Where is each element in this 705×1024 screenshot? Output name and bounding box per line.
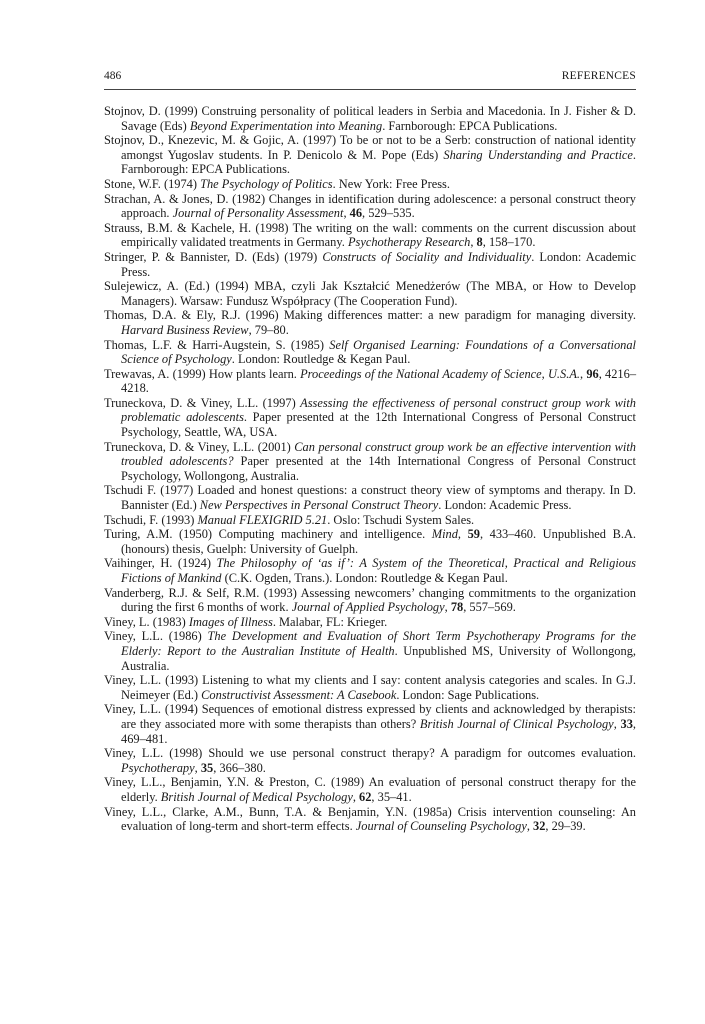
reference-volume: 8 — [476, 235, 483, 250]
reference-text: . Paper presented at the 12th International Congress of Personal Construct Psychology, Seattle, WA, USA. — [121, 410, 636, 440]
reference-volume: 33 — [620, 716, 633, 731]
reference-entry — [104, 338, 636, 367]
reference-entry — [104, 279, 636, 308]
reference-text: Strachan, A. & Jones, D. (1982) Changes in identification during adolescence: a personal construct theory approach. — [104, 191, 636, 221]
reference-text: . London: Academic Press. — [438, 498, 572, 513]
reference-title: Journal of Personality Assessment — [172, 206, 344, 221]
reference-text: , 4216–4218. — [121, 366, 637, 396]
reference-text: . London: Routledge & Kegan Paul. — [231, 352, 411, 367]
reference-entry — [104, 396, 636, 440]
reference-text: Viney, L.L. (1993) Listening to what my clients and I say: content analysis categories and scales. In G.J. Neimeyer (Ed.) — [104, 673, 636, 702]
reference-entry — [104, 177, 636, 192]
reference-entry — [104, 133, 636, 177]
reference-text: , 557–569. — [463, 600, 516, 615]
reference-text: , — [457, 527, 468, 542]
reference-entry — [104, 367, 636, 396]
reference-text: . New York: Free Press. — [332, 176, 450, 191]
reference-text: , 366–380. — [213, 760, 266, 775]
reference-entry — [104, 308, 636, 337]
reference-text: , — [470, 235, 477, 250]
reference-title: The Development and Evaluation of Short Term Psychotherapy Programs for the Elderly: Report to the Australian Institute of Health — [121, 629, 636, 658]
reference-text: , — [343, 206, 350, 221]
reference-text: . Farnborough: EPCA Publications. — [382, 118, 558, 133]
reference-title: Journal of Counseling Psychology — [355, 819, 527, 834]
reference-text: Vanderberg, R.J. & Self, R.M. (1993) Assessing newcomers’ changing commitments to the organization during the first 6 months of work. — [104, 585, 636, 615]
reference-volume: 59 — [467, 527, 480, 542]
reference-title: Images of Illness — [188, 614, 273, 629]
reference-text: , — [613, 716, 621, 731]
reference-title: Beyond Experimentation into Meaning — [189, 118, 383, 133]
reference-text: , — [194, 760, 201, 775]
reference-volume: 46 — [349, 206, 363, 221]
reference-title: Constructivist Assessment: A Casebook — [201, 687, 397, 702]
reference-text: , 35–41. — [371, 789, 412, 804]
reference-text: . London: Sage Publications. — [396, 687, 540, 702]
running-head — [104, 66, 636, 86]
reference-entry — [104, 221, 636, 250]
reference-title: The Psychology of Politics — [200, 176, 333, 191]
reference-text: Turing, A.M. (1950) Computing machinery and intelligence. — [104, 527, 432, 542]
reference-text: Thomas, L.F. & Harri-Augstein, S. (1985) — [104, 337, 330, 352]
reference-text: Truneckova, D. & Viney, L.L. (1997) — [104, 395, 301, 410]
reference-text: , 158–170. — [482, 235, 536, 250]
reference-text: , 29–39. — [545, 819, 586, 834]
reference-entry — [104, 702, 636, 746]
reference-entry — [104, 556, 636, 585]
reference-text: Vaihinger, H. (1924) — [104, 556, 217, 571]
reference-title: Assessing the effectiveness of personal construct group work with problematic adolescents — [121, 395, 636, 425]
reference-entry — [104, 615, 636, 630]
reference-text: , — [444, 600, 451, 615]
reference-volume: 78 — [450, 600, 464, 615]
reference-text: . London: Academic Press. — [121, 249, 636, 279]
reference-text: (C.K. Ogden, Trans.). London: Routledge & Kegan Paul. — [221, 571, 508, 585]
reference-text: , — [580, 366, 587, 381]
reference-text: Tschudi, F. (1993) — [104, 512, 198, 527]
reference-entry — [104, 513, 636, 528]
reference-entry — [104, 805, 636, 834]
reference-title: Psychotherapy Research — [347, 235, 471, 250]
reference-entry — [104, 673, 636, 702]
reference-text: Stojnov, D. (1999) Construing personality of political leaders in Serbia and Macedonia. In J. Fisher & D. Savage (Eds) — [104, 104, 636, 133]
reference-text: Viney, L.L. (1998) Should we use personal construct therapy? A paradigm for outcomes evaluation. — [104, 746, 636, 761]
section-title: REFERENCES — [561, 70, 636, 82]
reference-volume: 96 — [586, 366, 599, 381]
reference-title: Mind — [431, 527, 458, 542]
reference-text: Sulejewicz, A. (Ed.) (1994) MBA, czyli Jak Kształcić Menedżerów (The MBA, or How to Develop Managers). Warsaw: Fundusz Współpracy (The Cooperation Fund). — [104, 279, 636, 308]
reference-text: , 529–535. — [362, 206, 415, 221]
reference-text: , — [352, 789, 360, 804]
reference-entry — [104, 527, 636, 556]
reference-entry — [104, 775, 636, 804]
reference-title: Journal of Applied Psychology — [291, 600, 445, 615]
reference-text: Viney, L.L. (1986) — [104, 629, 208, 644]
reference-title: The Philosophy of ‘as if’: A System of the Theoretical, Practical and Religious Fictions of Mankind — [121, 556, 636, 585]
reference-text: Tschudi F. (1977) Loaded and honest questions: a construct theory view of symptoms and therapy. In D. Bannister (Ed.) — [104, 483, 636, 513]
reference-title: Psychotherapy — [121, 760, 195, 775]
reference-text: Stone, W.F. (1974) — [104, 176, 201, 191]
reference-entry — [104, 192, 636, 221]
reference-list — [104, 104, 636, 834]
reference-entry — [104, 104, 636, 133]
reference-text: , 79–80. — [248, 322, 289, 337]
reference-volume: 35 — [200, 760, 214, 775]
reference-text: , 469–481. — [121, 716, 636, 746]
reference-text: Stojnov, D., Knezevic, M. & Gojic, A. (1997) To be or not to be a Serb: construction of national identity amongst Yugoslav students. In P. Denicolo & M. Pope (Eds) — [104, 133, 636, 162]
reference-text: Paper presented at the 14th International Congress of Personal Construct Psychology, Wollongong, Australia. — [121, 454, 636, 483]
reference-entry — [104, 629, 636, 673]
reference-entry — [104, 250, 636, 279]
reference-text: . Farnborough: EPCA Publications. — [121, 147, 637, 177]
reference-entry — [104, 746, 636, 775]
reference-text: . Oslo: Tschudi System Sales. — [327, 512, 475, 527]
reference-text: Viney, L.L. (1994) Sequences of emotional distress expressed by clients and acknowledged by therapists: are they associated more with some therapists than others? — [104, 702, 636, 731]
reference-title: Sharing Understanding and Practice — [443, 147, 633, 162]
reference-text: Strauss, B.M. & Kachele, H. (1998) The writing on the wall: comments on the current discussion about empirically validated treatments in Germany. — [104, 220, 636, 250]
reference-text: Viney, L.L., Benjamin, Y.N. & Preston, C. (1989) An evaluation of personal construct therapy for the elderly. — [104, 775, 636, 804]
reference-text: Viney, L. (1983) — [104, 614, 189, 629]
reference-title: British Journal of Clinical Psychology — [419, 716, 614, 731]
reference-title: Proceedings of the National Academy of Science, U.S.A. — [300, 366, 580, 381]
reference-text: Stringer, P. & Bannister, D. (Eds) (1979) — [104, 249, 323, 264]
reference-title: Can personal construct group work be an effective intervention with troubled adolescents? — [121, 439, 637, 469]
reference-title: New Perspectives in Personal Construct Theory — [199, 498, 439, 513]
reference-title: Constructs of Sociality and Individuality — [322, 249, 532, 264]
reference-title: Harvard Business Review — [121, 322, 249, 337]
reference-text: . Unpublished MS, University of Wollongong, Australia. — [121, 643, 636, 673]
reference-title: Manual FLEXIGRID 5.21 — [197, 512, 328, 527]
reference-volume: 32 — [533, 819, 546, 834]
reference-text: , — [526, 819, 534, 834]
reference-text: Thomas, D.A. & Ely, R.J. (1996) Making differences matter: a new paradigm for managing diversity. — [104, 308, 636, 323]
reference-text: . Malabar, FL: Krieger. — [272, 614, 388, 629]
reference-title: Self Organised Learning: Foundations of a Conversational Science of Psychology — [121, 337, 636, 367]
reference-text: Trewavas, A. (1999) How plants learn. — [104, 366, 301, 381]
reference-text: , 433–460. Unpublished B.A. (honours) thesis, Guelph: University of Guelph. — [121, 527, 636, 556]
reference-entry — [104, 483, 636, 512]
page-number: 486 — [104, 70, 122, 82]
reference-text: Truneckova, D. & Viney, L.L. (2001) — [104, 439, 295, 454]
header-rule — [104, 89, 636, 90]
reference-title: British Journal of Medical Psychology — [160, 789, 353, 804]
reference-entry — [104, 440, 636, 484]
reference-volume: 62 — [359, 789, 372, 804]
reference-text: Viney, L.L., Clarke, A.M., Bunn, T.A. & Benjamin, Y.N. (1985a) Crisis intervention counseling: An evaluation of long-term and short-term effects. — [104, 804, 636, 834]
reference-entry — [104, 586, 636, 615]
